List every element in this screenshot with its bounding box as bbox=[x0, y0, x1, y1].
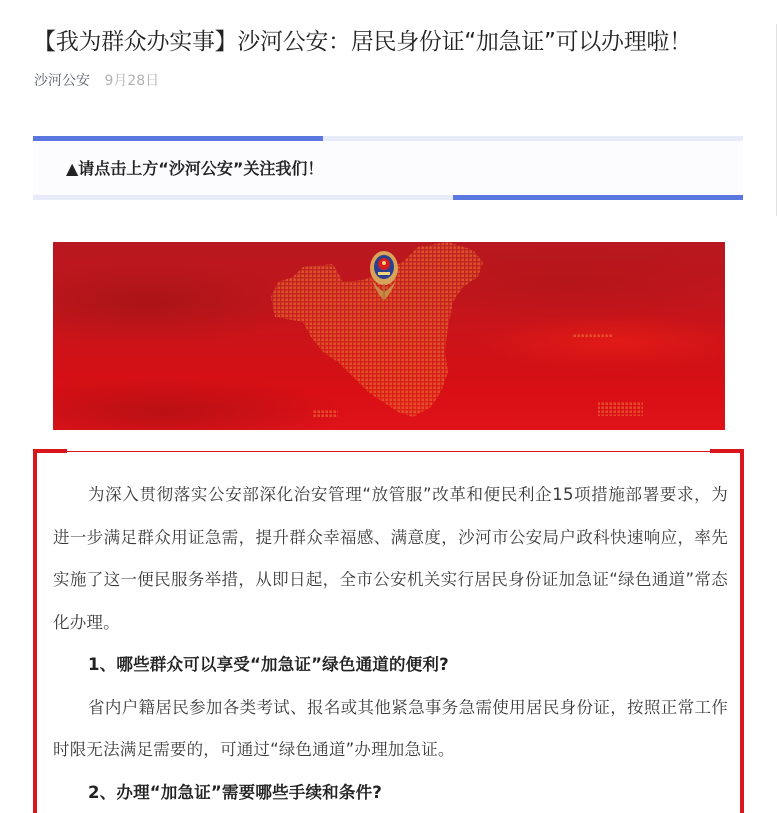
section-body-1: 省内户籍居民参加各类考试、报名或其他紧急事务急需使用居民身份证，按照正常工作时限无法满足需要的，可通过“绿色通道”办理加急证。 bbox=[53, 697, 728, 759]
article-body bbox=[53, 474, 728, 813]
police-emblem-icon bbox=[369, 250, 399, 302]
article-meta bbox=[34, 71, 159, 91]
publish-date: 9月28日 bbox=[104, 73, 160, 89]
article-title: 【我为群众办实事】沙河公安：居民身份证“加急证”可以办理啦！ bbox=[33, 29, 692, 55]
follow-prompt-text: ▲请点击上方“沙河公安”关注我们！ bbox=[66, 159, 324, 178]
decorative-bar-top bbox=[33, 136, 743, 141]
corner-mark-left bbox=[33, 449, 67, 453]
corner-mark-right bbox=[710, 449, 744, 453]
decorative-bar-bottom bbox=[33, 195, 743, 200]
section-heading-1: 1、哪些群众可以享受“加急证”绿色通道的便利? bbox=[88, 655, 449, 674]
article-content-box bbox=[33, 451, 744, 813]
section-heading-2: 2、办理“加急证”需要哪些手续和条件? bbox=[88, 782, 383, 802]
author-link[interactable]: 沙河公安 bbox=[34, 73, 90, 89]
follow-prompt-box bbox=[33, 136, 743, 200]
intro-paragraph: 为深入贯彻落实公安部深化治安管理“放管服”改革和便民利企15项措施部署要求，为进一步满足群众用证急需，提升群众幸福感、满意度，沙河市公安局户政科快速响应，率先实施了这一便民服务举措，从即日起，全市公安机关实行居民身份证加急证“绿色通道”常态化办理。 bbox=[53, 485, 728, 632]
banner-image bbox=[53, 242, 725, 430]
scrollbar[interactable] bbox=[776, 24, 777, 216]
